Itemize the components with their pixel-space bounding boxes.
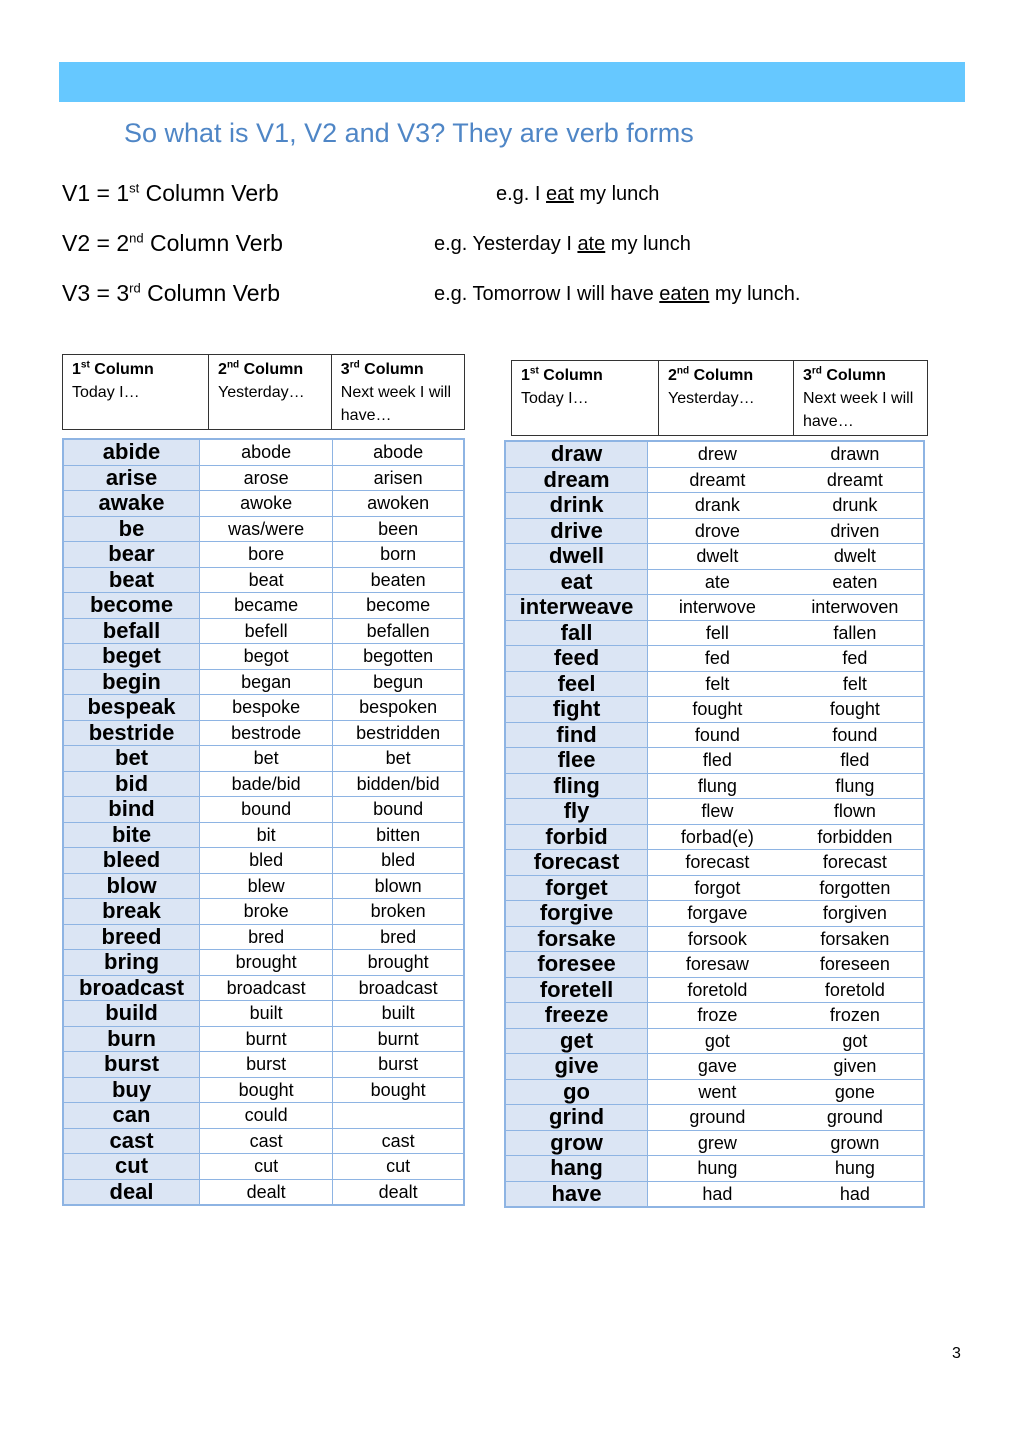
v3-example: e.g. Tomorrow I will have eaten my lunch. [434,283,801,305]
verb-v3-cell: fallen [787,620,924,646]
verb-v1-cell: fight [505,697,648,723]
verb-v3-cell: burnt [333,1026,464,1052]
table-row [505,595,924,621]
left-verb-table [62,438,465,1206]
table-row [505,773,924,799]
verb-v3-cell: bred [333,924,464,950]
verb-v3-cell: broadcast [333,975,464,1001]
verb-v2-cell: bled [200,848,333,874]
verb-v2-cell: brought [200,950,333,976]
verb-v1-cell: broadcast [63,975,200,1001]
verb-v2-cell: bade/bid [200,771,333,797]
table-row [63,746,464,772]
verb-v3-cell: awoken [333,491,464,517]
verb-v1-cell: cast [63,1128,200,1154]
verb-v1-cell: have [505,1181,648,1207]
header-col-2: 2nd Column Yesterday… [659,361,794,436]
verb-v3-cell: felt [787,671,924,697]
verb-v3-cell: fled [787,748,924,774]
table-row [505,441,924,467]
verb-v2-cell: forbad(e) [648,824,787,850]
verb-v2-cell: burst [200,1052,333,1078]
verb-v2-cell: broadcast [200,975,333,1001]
verb-v1-cell: bestride [63,720,200,746]
verb-v1-cell: bid [63,771,200,797]
verb-v2-cell: bestrode [200,720,333,746]
header-col-3: 3rd Column Next week I will have… [331,355,464,430]
verb-v3-cell: bitten [333,822,464,848]
table-row [63,1103,464,1129]
v1-definition: V1 = 1st Column Verb [62,180,279,206]
verb-v2-cell: bound [200,797,333,823]
table-row [505,671,924,697]
verb-v2-cell: gave [648,1054,787,1080]
verb-v2-cell: forsook [648,926,787,952]
verb-v3-cell: driven [787,518,924,544]
header-col-1: 1st Column Today I… [512,361,659,436]
verb-v2-cell: had [648,1181,787,1207]
table-row [505,620,924,646]
verb-v3-cell: interwoven [787,595,924,621]
verb-v3-cell: dreamt [787,467,924,493]
page-number: 3 [952,1345,961,1362]
verb-v3-cell: brought [333,950,464,976]
verb-v3-cell: grown [787,1130,924,1156]
verb-v1-cell: give [505,1054,648,1080]
verb-v1-cell: awake [63,491,200,517]
verb-v1-cell: become [63,593,200,619]
verb-v2-cell: drank [648,493,787,519]
verb-v2-cell: grew [648,1130,787,1156]
header-col-1: 1st Column Today I… [63,355,209,430]
verb-v3-cell: eaten [787,569,924,595]
table-row [505,1003,924,1029]
verb-v1-cell: drink [505,493,648,519]
table-row [63,822,464,848]
verb-v1-cell: forbid [505,824,648,850]
verb-v2-cell: forecast [648,850,787,876]
verb-v2-cell: awoke [200,491,333,517]
verb-v2-cell: dreamt [648,467,787,493]
verb-v3-cell: forsaken [787,926,924,952]
verb-v2-cell: broke [200,899,333,925]
verb-v3-cell: built [333,1001,464,1027]
verb-v1-cell: burn [63,1026,200,1052]
verb-v1-cell: draw [505,441,648,467]
verb-v2-cell: blew [200,873,333,899]
verb-v2-cell: began [200,669,333,695]
verb-v3-cell: cast [333,1128,464,1154]
verb-v3-cell: fought [787,697,924,723]
verb-v3-cell: burst [333,1052,464,1078]
verb-v3-cell: forecast [787,850,924,876]
verb-v2-cell: interwove [648,595,787,621]
verb-v2-cell: arose [200,465,333,491]
v3-definition: V3 = 3rd Column Verb [62,280,281,306]
verb-v1-cell: drive [505,518,648,544]
table-row [505,1079,924,1105]
verb-v3-cell: begun [333,669,464,695]
table-row [63,924,464,950]
verb-v1-cell: bite [63,822,200,848]
verb-v2-cell: went [648,1079,787,1105]
verb-v1-cell: be [63,516,200,542]
verb-v3-cell: hung [787,1156,924,1182]
table-row [505,467,924,493]
table-row [63,542,464,568]
verb-v1-cell: dwell [505,544,648,570]
table-row [63,899,464,925]
verb-v2-cell: got [648,1028,787,1054]
table-row [63,873,464,899]
table-row [505,1181,924,1207]
verb-v2-cell: built [200,1001,333,1027]
verb-v3-cell: forgotten [787,875,924,901]
table-row [505,875,924,901]
verb-v3-cell: befallen [333,618,464,644]
verb-v3-cell: got [787,1028,924,1054]
verb-v1-cell: beat [63,567,200,593]
table-row [505,799,924,825]
verb-v1-cell: blow [63,873,200,899]
verb-v2-cell: could [200,1103,333,1129]
verb-v2-cell: bore [200,542,333,568]
v2-example: e.g. Yesterday I ate my lunch [434,233,691,255]
verb-v1-cell: bring [63,950,200,976]
verb-v2-cell: bought [200,1077,333,1103]
verb-v3-cell: dwelt [787,544,924,570]
verb-v2-cell: foresaw [648,952,787,978]
verb-v1-cell: fly [505,799,648,825]
table-row [505,901,924,927]
verb-v1-cell: bet [63,746,200,772]
verb-v1-cell: abide [63,439,200,465]
page-title: So what is V1, V2 and V3? They are verb forms [124,118,694,148]
verb-v1-cell: can [63,1103,200,1129]
verb-v3-cell: born [333,542,464,568]
table-row [63,797,464,823]
verb-v2-cell: burnt [200,1026,333,1052]
table-row [505,1105,924,1131]
verb-v1-cell: fall [505,620,648,646]
verb-v2-cell: beat [200,567,333,593]
verb-v3-cell [333,1103,464,1129]
table-row [505,850,924,876]
table-row [63,669,464,695]
verb-v1-cell: eat [505,569,648,595]
table-row [63,439,464,465]
table-row [505,518,924,544]
verb-v1-cell: feed [505,646,648,672]
verb-v2-cell: fought [648,697,787,723]
verb-v3-cell: forbidden [787,824,924,850]
verb-v2-cell: drove [648,518,787,544]
verb-v3-cell: arisen [333,465,464,491]
verb-v3-cell: fed [787,646,924,672]
verb-v2-cell: cut [200,1154,333,1180]
verb-v1-cell: breed [63,924,200,950]
verb-v1-cell: grind [505,1105,648,1131]
verb-v3-cell: found [787,722,924,748]
table-row [63,567,464,593]
verb-v3-cell: gone [787,1079,924,1105]
table-row [63,848,464,874]
verb-v2-cell: abode [200,439,333,465]
header-col-2: 2nd Column Yesterday… [209,355,332,430]
verb-v3-cell: begotten [333,644,464,670]
verb-v3-cell: foretold [787,977,924,1003]
table-row [63,950,464,976]
verb-v3-cell: had [787,1181,924,1207]
right-verb-table [504,440,925,1208]
verb-v3-cell: given [787,1054,924,1080]
verb-v1-cell: forget [505,875,648,901]
table-row [63,465,464,491]
verb-v3-cell: cut [333,1154,464,1180]
verb-v3-cell: bound [333,797,464,823]
table-row [63,1001,464,1027]
verb-v1-cell: forgive [505,901,648,927]
verb-v1-cell: feel [505,671,648,697]
verb-v2-cell: was/were [200,516,333,542]
table-row [505,493,924,519]
table-row [63,975,464,1001]
verb-v3-cell: bidden/bid [333,771,464,797]
table-row [505,1028,924,1054]
verb-v1-cell: bleed [63,848,200,874]
table-row [505,1156,924,1182]
table-row [63,1179,464,1205]
table-row [505,977,924,1003]
verb-v1-cell: flee [505,748,648,774]
table-row [505,569,924,595]
verb-v1-cell: dream [505,467,648,493]
verb-v1-cell: forsake [505,926,648,952]
verb-v3-cell: forgiven [787,901,924,927]
left-header-table [62,354,465,430]
verb-v1-cell: interweave [505,595,648,621]
table-row [63,1154,464,1180]
verb-v1-cell: foretell [505,977,648,1003]
verb-v3-cell: drawn [787,441,924,467]
verb-v2-cell: found [648,722,787,748]
verb-v1-cell: break [63,899,200,925]
verb-v3-cell: abode [333,439,464,465]
table-row [505,1054,924,1080]
verb-v2-cell: cast [200,1128,333,1154]
verb-v2-cell: fed [648,646,787,672]
table-row [63,644,464,670]
verb-v2-cell: became [200,593,333,619]
verb-v3-cell: ground [787,1105,924,1131]
verb-v1-cell: beget [63,644,200,670]
verb-v3-cell: been [333,516,464,542]
table-row [505,646,924,672]
verb-v1-cell: deal [63,1179,200,1205]
verb-v1-cell: befall [63,618,200,644]
table-row [505,824,924,850]
table-row [505,544,924,570]
verb-v2-cell: dwelt [648,544,787,570]
verb-v2-cell: flung [648,773,787,799]
verb-v3-cell: flown [787,799,924,825]
verb-v2-cell: bred [200,924,333,950]
verb-v1-cell: foresee [505,952,648,978]
table-row [505,722,924,748]
verb-v3-cell: drunk [787,493,924,519]
verb-v1-cell: bear [63,542,200,568]
verb-v1-cell: get [505,1028,648,1054]
verb-v3-cell: bought [333,1077,464,1103]
verb-v3-cell: bled [333,848,464,874]
verb-v2-cell: befell [200,618,333,644]
table-row [63,516,464,542]
verb-v2-cell: bit [200,822,333,848]
verb-v1-cell: buy [63,1077,200,1103]
table-row [63,1052,464,1078]
verb-v2-cell: begot [200,644,333,670]
verb-v3-cell: bestridden [333,720,464,746]
verb-v1-cell: burst [63,1052,200,1078]
verb-v2-cell: dealt [200,1179,333,1205]
verb-v1-cell: find [505,722,648,748]
table-row [63,491,464,517]
verb-v3-cell: beaten [333,567,464,593]
right-header-table [511,360,928,436]
verb-v3-cell: dealt [333,1179,464,1205]
verb-v3-cell: foreseen [787,952,924,978]
table-row [63,771,464,797]
verb-v3-cell: become [333,593,464,619]
verb-v1-cell: build [63,1001,200,1027]
table-row [63,618,464,644]
verb-v2-cell: felt [648,671,787,697]
verb-v3-cell: blown [333,873,464,899]
verb-v2-cell: froze [648,1003,787,1029]
verb-v1-cell: go [505,1079,648,1105]
verb-v1-cell: hang [505,1156,648,1182]
table-row [505,1130,924,1156]
table-row [63,720,464,746]
verb-v2-cell: foretold [648,977,787,1003]
verb-v3-cell: broken [333,899,464,925]
verb-v1-cell: arise [63,465,200,491]
verb-v3-cell: frozen [787,1003,924,1029]
verb-v2-cell: ground [648,1105,787,1131]
table-row [63,695,464,721]
verb-v2-cell: ate [648,569,787,595]
verb-v2-cell: forgave [648,901,787,927]
verb-v3-cell: flung [787,773,924,799]
verb-v1-cell: cut [63,1154,200,1180]
table-row [63,593,464,619]
verb-v1-cell: forecast [505,850,648,876]
verb-v1-cell: grow [505,1130,648,1156]
table-row [505,926,924,952]
top-color-band [59,62,965,102]
header-col-3: 3rd Column Next week I will have… [794,361,928,436]
table-row [505,748,924,774]
verb-v3-cell: bet [333,746,464,772]
verb-v1-cell: fling [505,773,648,799]
verb-v2-cell: fled [648,748,787,774]
verb-v2-cell: flew [648,799,787,825]
verb-v2-cell: bespoke [200,695,333,721]
v1-example: e.g. I eat my lunch [496,183,660,205]
verb-v3-cell: bespoken [333,695,464,721]
table-row [505,697,924,723]
verb-v1-cell: bespeak [63,695,200,721]
table-row [63,1128,464,1154]
verb-v1-cell: bind [63,797,200,823]
verb-v2-cell: forgot [648,875,787,901]
v2-definition: V2 = 2nd Column Verb [62,230,283,256]
table-row [505,952,924,978]
verb-v2-cell: hung [648,1156,787,1182]
verb-v2-cell: fell [648,620,787,646]
table-row [63,1026,464,1052]
table-row [63,1077,464,1103]
verb-v1-cell: freeze [505,1003,648,1029]
verb-v2-cell: bet [200,746,333,772]
verb-v2-cell: drew [648,441,787,467]
verb-v1-cell: begin [63,669,200,695]
